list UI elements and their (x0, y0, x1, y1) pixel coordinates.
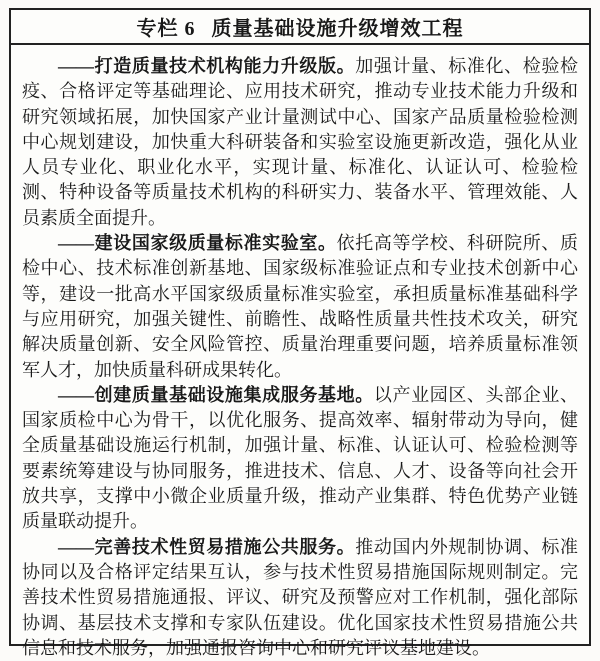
box-header-title: 质量基础设施升级增效工程 (211, 18, 464, 40)
paragraph-3-text: 以产业园区、头部企业、国家质检中心为骨干，以优化服务、提高效率、辐射带动为导向，健全质量基础设施运行机制，加强计量、标准、认证认可、检验检测等要素统筹建设与协同服务，推进技术、信息、人才、设备等向社会开放共享，支撑中小微企业质量升级，推动产业集群、特色优势产业链质量联动提升。 (22, 384, 579, 532)
paragraph-4-text: 推动国内外规制协调、标准协同以及合格评定结果互认，参与技术性贸易措施国际规则制定。完善技术性贸易措施通报、评议、研究及预警应对工作机制，强化部际协调、基层技术支撑和专家队伍建设。优化国家技术性贸易措施公共信息和技术服务，加强通报咨询中心和研究评议基地建设。 (22, 536, 579, 658)
paragraph-2-lead: ——建设国家级质量标准实验室。 (58, 233, 337, 254)
paragraph-2-text: 依托高等学校、科研院所、质检中心、技术标准创新基地、国家级标准验证点和专业技术创新中心等，建设一批高水平国家级质量标准实验室，承担质量标准基础科学与应用研究，加强关键性、前瞻性、战略性质量共性技术攻关，研究解决质量创新、安全风险管控、质量治理重要问题，培养质量标准领军人才，加快质量科研成果转化。 (22, 233, 579, 380)
box-header-label: 专栏 6 (136, 18, 196, 40)
box-body (11, 45, 589, 661)
paragraph-2 (22, 231, 578, 383)
paragraph-1-text: 加强计量、标准化、检验检疫、合格评定等基础理论、应用技术研究，推动专业技术能力升级和研究领域拓展，加快国家产业计量测试中心、国家产品质量检验检测中心规划建设，加快重大科研装备和实验室设施更新改造，强化从业人员专业化、职业化水平，实现计量、标准化、认证认可、检验检测、特种设备等质量技术机构的科研实力、装备水平、管理效能、人员素质全面提升。 (22, 56, 579, 228)
paragraph-1 (22, 54, 578, 231)
paragraph-3 (22, 383, 578, 535)
column-box (9, 8, 591, 658)
paragraph-4 (22, 535, 578, 661)
paragraph-1-lead: ——打造质量技术机构能力升级版。 (58, 56, 356, 76)
box-header (11, 10, 589, 45)
paragraph-4-lead: ——完善技术性贸易措施公共服务。 (58, 536, 356, 557)
paragraph-3-lead: ——创建质量基础设施集成服务基地。 (58, 384, 374, 405)
